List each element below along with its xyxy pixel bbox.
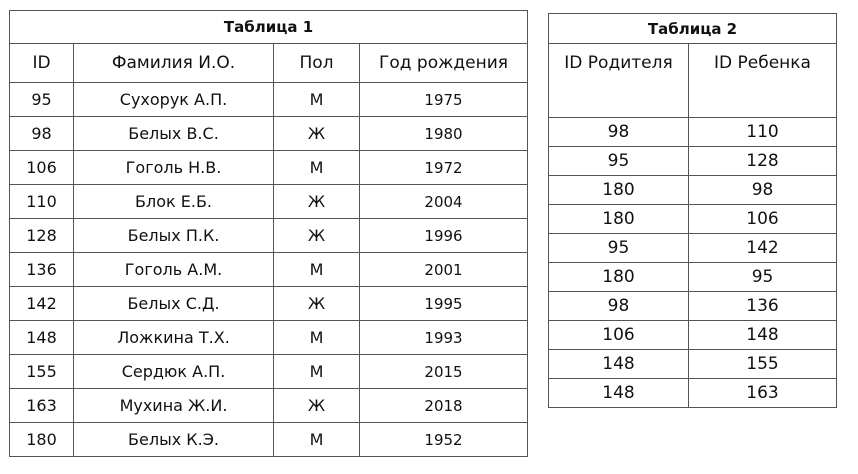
table2-header-row [549, 44, 837, 118]
table1-cell-name: Блок Е.Б. [74, 185, 274, 219]
table2-cell-child-id: 148 [689, 321, 837, 350]
table-row [10, 389, 528, 423]
table-row [549, 205, 837, 234]
table1-cell-id: 163 [10, 389, 74, 423]
table-row [10, 219, 528, 253]
table1-cell-id: 98 [10, 117, 74, 151]
table1-cell-id: 148 [10, 321, 74, 355]
table-row [10, 117, 528, 151]
table1-cell-id: 95 [10, 83, 74, 117]
table-row [10, 423, 528, 457]
table2-cell-child-id: 155 [689, 350, 837, 379]
table2-cell-parent-id: 148 [549, 379, 689, 408]
table1-cell-sex: Ж [274, 389, 360, 423]
table1-cell-name: Мухина Ж.И. [74, 389, 274, 423]
table2-cell-child-id: 106 [689, 205, 837, 234]
table-row [549, 321, 837, 350]
table1-cell-birth-year: 2015 [360, 355, 528, 389]
table-row [10, 185, 528, 219]
table1-cell-name: Гоголь Н.В. [74, 151, 274, 185]
table1-header-name: Фамилия И.О. [74, 44, 274, 83]
table-row [10, 287, 528, 321]
table1-cell-sex: М [274, 151, 360, 185]
table2-caption: Таблица 2 [549, 14, 837, 44]
table1-cell-name: Сердюк А.П. [74, 355, 274, 389]
table1-cell-name: Белых В.С. [74, 117, 274, 151]
table1-cell-birth-year: 2001 [360, 253, 528, 287]
table2-cell-parent-id: 95 [549, 147, 689, 176]
table2-cell-child-id: 142 [689, 234, 837, 263]
table1-cell-id: 136 [10, 253, 74, 287]
table-row [549, 234, 837, 263]
table2-cell-child-id: 136 [689, 292, 837, 321]
table2-cell-child-id: 128 [689, 147, 837, 176]
table1-cell-id: 180 [10, 423, 74, 457]
table1-caption: Таблица 1 [10, 11, 528, 44]
table-row [549, 118, 837, 147]
relations-table [548, 13, 837, 408]
table1-cell-name: Сухорук А.П. [74, 83, 274, 117]
table1-cell-sex: Ж [274, 185, 360, 219]
table-row [549, 147, 837, 176]
table2-cell-child-id: 110 [689, 118, 837, 147]
table2-cell-child-id: 98 [689, 176, 837, 205]
table1-cell-birth-year: 1972 [360, 151, 528, 185]
table2-header-parent-id: ID Родителя [549, 44, 689, 118]
table2-cell-parent-id: 180 [549, 176, 689, 205]
table1-cell-birth-year: 2018 [360, 389, 528, 423]
table-row [10, 83, 528, 117]
table1-cell-birth-year: 1952 [360, 423, 528, 457]
table-row [10, 355, 528, 389]
table1-cell-birth-year: 1993 [360, 321, 528, 355]
table1-header-birth-year: Год рождения [360, 44, 528, 83]
table-row [549, 263, 837, 292]
table1-cell-id: 106 [10, 151, 74, 185]
table2-header-child-id: ID Ребенка [689, 44, 837, 118]
table2-cell-parent-id: 148 [549, 350, 689, 379]
table2-cell-parent-id: 98 [549, 118, 689, 147]
table-row [10, 253, 528, 287]
table-row [549, 379, 837, 408]
table2-cell-parent-id: 98 [549, 292, 689, 321]
table1-cell-sex: М [274, 423, 360, 457]
table1-cell-birth-year: 1996 [360, 219, 528, 253]
table-row [10, 321, 528, 355]
table-row [549, 350, 837, 379]
table1-cell-name: Белых К.Э. [74, 423, 274, 457]
table-row [549, 292, 837, 321]
table1-cell-sex: М [274, 355, 360, 389]
table2-cell-parent-id: 180 [549, 263, 689, 292]
table1-cell-sex: Ж [274, 219, 360, 253]
table1-cell-sex: М [274, 83, 360, 117]
table1-cell-sex: Ж [274, 287, 360, 321]
table1-cell-id: 142 [10, 287, 74, 321]
table2-cell-parent-id: 106 [549, 321, 689, 350]
table1-cell-birth-year: 1995 [360, 287, 528, 321]
table1-cell-sex: Ж [274, 117, 360, 151]
table1-cell-sex: М [274, 321, 360, 355]
table2-cell-child-id: 95 [689, 263, 837, 292]
table1-cell-name: Белых С.Д. [74, 287, 274, 321]
table2-cell-parent-id: 180 [549, 205, 689, 234]
table2-cell-child-id: 163 [689, 379, 837, 408]
table1-cell-name: Ложкина Т.Х. [74, 321, 274, 355]
table1-cell-birth-year: 1980 [360, 117, 528, 151]
table-row [549, 176, 837, 205]
table1-cell-name: Гоголь А.М. [74, 253, 274, 287]
table1-cell-id: 128 [10, 219, 74, 253]
people-table [9, 10, 528, 457]
table2-cell-parent-id: 95 [549, 234, 689, 263]
table1-cell-id: 110 [10, 185, 74, 219]
table-row [10, 151, 528, 185]
table1-cell-birth-year: 1975 [360, 83, 528, 117]
table1-cell-birth-year: 2004 [360, 185, 528, 219]
table1-cell-sex: М [274, 253, 360, 287]
table1-header-id: ID [10, 44, 74, 83]
table1-header-sex: Пол [274, 44, 360, 83]
table1-header-row [10, 44, 528, 83]
table1-cell-id: 155 [10, 355, 74, 389]
table1-cell-name: Белых П.К. [74, 219, 274, 253]
